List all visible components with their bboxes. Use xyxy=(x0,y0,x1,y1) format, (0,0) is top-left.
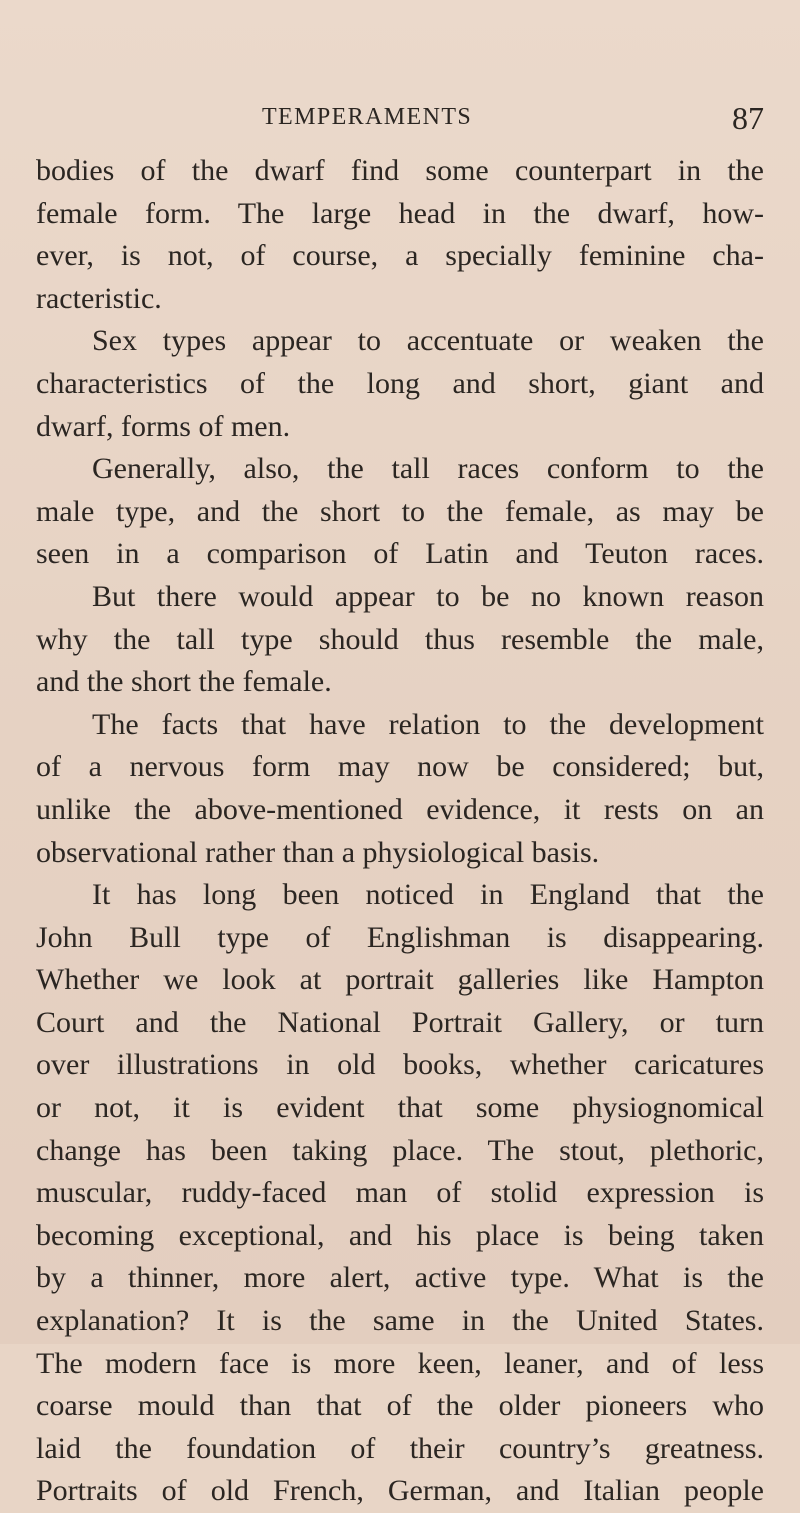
text-line: female form. The large head in the dwarf, how- xyxy=(36,196,764,230)
text-line: racteristic. xyxy=(36,281,162,315)
text-line: laid the foundation of their country’s greatness. xyxy=(36,1431,764,1465)
text-line: unlike the above-mentioned evidence, it rests on an xyxy=(36,792,764,826)
text-line: It has long been noticed in England that the xyxy=(92,878,764,912)
text-line: explanation? It is the same in the United States. xyxy=(36,1304,764,1338)
text-line: observational rather than a physiological basis. xyxy=(36,835,600,869)
text-line: male type, and the short to the female, as may be xyxy=(36,494,764,528)
text-line: Whether we look at portrait galleries like Hampton xyxy=(36,963,764,997)
text-line: ever, is not, of course, a specially feminine cha- xyxy=(36,239,764,273)
text-line: bodies of the dwarf find some counterpart in the xyxy=(36,154,764,187)
text-line: The modern face is more keen, leaner, and of less xyxy=(36,1346,764,1380)
text-line: coarse mould than that of the older pioneers who xyxy=(36,1389,764,1423)
text-line: Portraits of old French, German, and Italian people xyxy=(36,1474,764,1508)
text-line: John Bull type of Englishman is disappearing. xyxy=(36,920,764,954)
running-title: TEMPERAMENTS xyxy=(262,104,473,130)
text-line: Generally, also, the tall races conform to the xyxy=(92,452,764,486)
text-line: over illustrations in old books, whether caricatures xyxy=(36,1048,764,1082)
text-line: seen in a comparison of Latin and Teuton races. xyxy=(36,537,764,571)
text-line: why the tall type should thus resemble the male, xyxy=(36,622,764,656)
text-line: change has been taking place. The stout, plethoric, xyxy=(36,1133,764,1167)
text-line: or not, it is evident that some physiognomical xyxy=(36,1091,764,1125)
text-line: But there would appear to be no known reason xyxy=(92,579,764,613)
text-line: of a nervous form may now be considered; but, xyxy=(36,750,764,784)
text-line: muscular, ruddy-faced man of stolid expression is xyxy=(36,1176,764,1210)
page-number: 87 xyxy=(732,100,764,136)
body-text xyxy=(36,150,764,1513)
running-head xyxy=(0,100,800,140)
text-line: characteristics of the long and short, giant and xyxy=(36,366,764,400)
text-line: becoming exceptional, and his place is being taken xyxy=(36,1218,764,1252)
text-line: Court and the National Portrait Gallery, or turn xyxy=(36,1005,764,1039)
text-line: by a thinner, more alert, active type. What is the xyxy=(36,1261,764,1295)
text-line: dwarf, forms of men. xyxy=(36,409,291,443)
text-line: The facts that have relation to the development xyxy=(92,707,764,741)
text-line: and the short the female. xyxy=(36,665,332,699)
text-line: Sex types appear to accentuate or weaken the xyxy=(92,324,764,358)
